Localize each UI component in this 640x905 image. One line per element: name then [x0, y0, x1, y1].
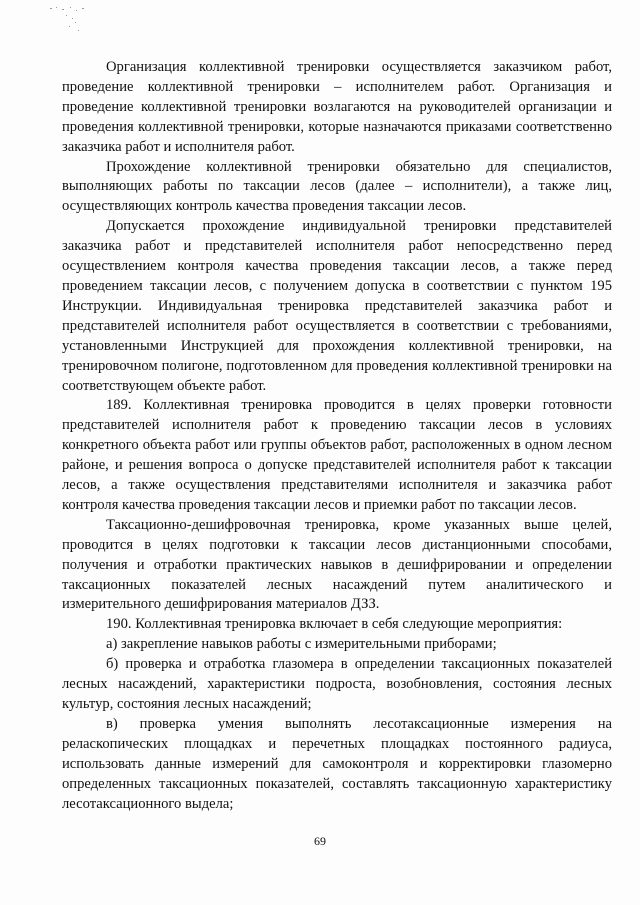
scan-noise-marks — [48, 6, 108, 36]
paragraph: Таксационно-дешифровочная тренировка, кроме указанных выше целей, проводится в целях подготовки к таксации лесов дистанционными способами, получения и отработки практических навыков в дешифрировании и определении таксационных показателей лесных насаждений путем аналитического и измерительного дешифрирования материалов ДЗЗ. — [62, 516, 612, 613]
paragraph: Прохождение коллективной тренировки обязательно для специалистов, выполняющих работы по таксации лесов (далее – исполнители), а также лиц, осуществляющих контроль качества проведения таксации лесов. — [62, 158, 612, 215]
page-number: 69 — [314, 834, 326, 848]
paragraph: Допускается прохождение индивидуальной тренировки представителей заказчика работ и представителей исполнителя работ непосредственно перед осуществлением контроля качества проведения таксации лесов, а также перед проведением таксации лесов, с получением допуска в соответствии с пунктом 195 Инструкции. Индивидуальная тренировка представителей заказчика работ и представителей исполнителя работ осуществляется в соответствии с требованиями, установленными Инструкцией для прохождения коллективной тренировки, на тренировочном полигоне, подготовленном для проведения коллективной тренировки на соответствующем объекте работ. — [62, 218, 612, 394]
paragraph: Организация коллективной тренировки осуществляется заказчиком работ, проведение коллективной тренировки – исполнителем работ. Организация и проведение коллективной тренировки возлагаются на руководителей организации и проведения коллективной тренировки, которые назначаются приказами соответственно заказчика работ и исполнителя работ. — [62, 59, 612, 155]
paragraph: 189. Коллективная тренировка проводится в целях проверки готовности представителей исполнителя работ к проведению таксации лесов в условиях конкретного объекта работ или группы объектов работ, расположенных в одном лесном районе, и решения вопроса о допуске представителей исполнителя работ к таксации лесов, а также осуществления представителями исполнителя и заказчика работ контроля качества проведения таксации лесов и приемки работ по таксации лесов. — [62, 397, 612, 513]
list-item: б) проверка и отработка глазомера в определении таксационных показателей лесных насаждений, характеристики подроста, возобновления, состояния лесных культур, состояния лесных насаждений; — [62, 656, 612, 712]
list-item: а) закрепление навыков работы с измерительными приборами; — [106, 636, 497, 653]
body-text — [62, 58, 612, 814]
paragraph: 190. Коллективная тренировка включает в себя следующие мероприятия: — [106, 616, 563, 633]
list-item: в) проверка умения выполнять лесотаксационные измерения на реласкопических площадках и перечетных площадках постоянного радиуса, использовать данные измерений для самоконтроля и корректировки глазомерно определенных таксационных показателей, составлять таксационную характеристику лесотаксационного выдела; — [62, 715, 612, 812]
